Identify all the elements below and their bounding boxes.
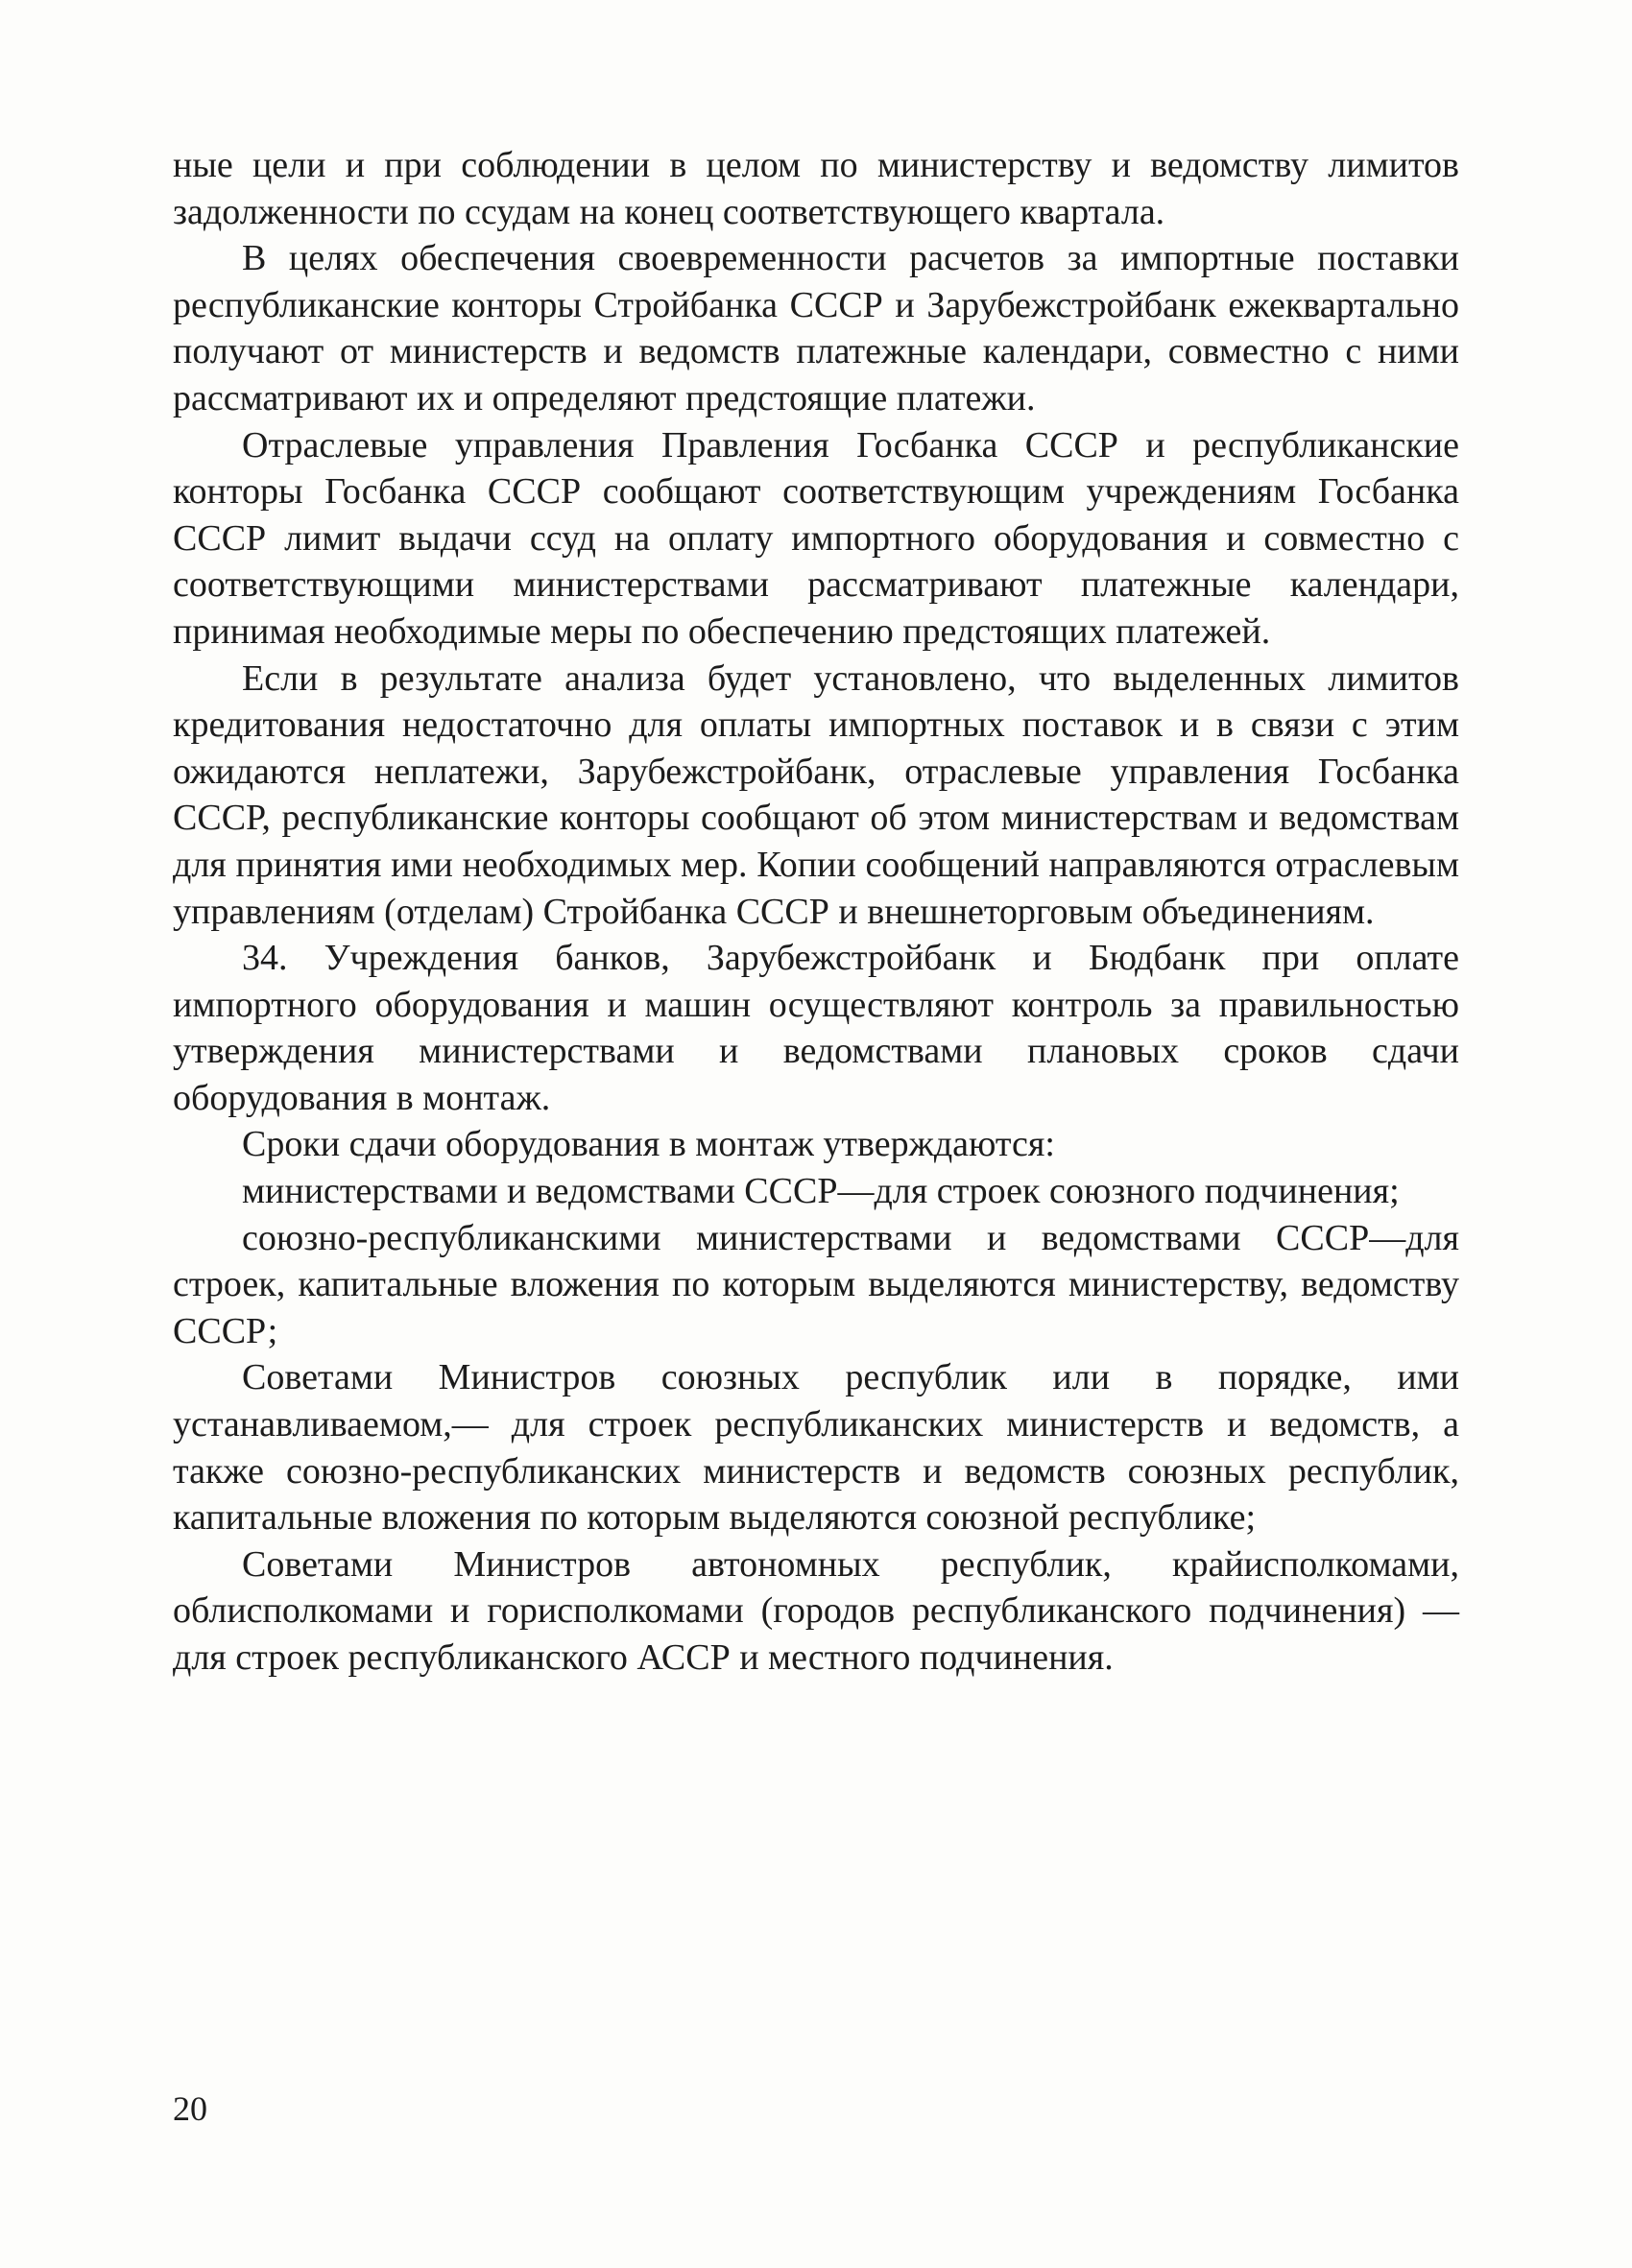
paragraph-gosbank-limits: Отраслевые управления Правления Госбанка СССР и республиканские конторы Госбанка СССР сообщают соответствующим учреждениям Госбанка СССР лимит выдачи ссуд на оплату импортного оборудования и совместно с соответствующими министерствами рассматривают платежные календари, принимая необходимые меры по обеспечению предстоящих платежей. bbox=[173, 424, 1459, 652]
page-number: 20 bbox=[173, 2089, 207, 2128]
list-item-autonomous-republic-councils: Советами Министров автономных республик, крайисполкомами, облисполкомами и горисполкомами (городов республиканского подчинения) — для строек республиканского АССР и местного подчинения. bbox=[173, 1543, 1459, 1678]
list-item-union-republic-councils: Советами Министров союзных республик или в порядке, ими устанавливаемом,— для строек республиканских министерств и ведомств, а также союзно-республиканских министерств и ведомств союзных республик, капитальные вложения по которым выделяются союзной республике; bbox=[173, 1357, 1459, 1539]
paragraph-section-34: 34. Учреждения банков, Зарубежстройбанк и Бюдбанк при оплате импортного оборудования и машин осуществляют контроль за правильностью утверждения министерствами и ведомствами плановых сроков сдачи оборудования в монтаж. bbox=[173, 938, 1459, 1118]
paragraph-approval-heading: Сроки сдачи оборудования в монтаж утверждаются: bbox=[242, 1124, 1055, 1165]
paragraph-payment-calendars: В целях обеспечения своевременности расчетов за импортные поставки республиканские конторы Стройбанка СССР и Зарубежстройбанк ежеквартально получают от министерств и ведомств платежные календари, совместно с ними рассматривают их и определяют предстоящие платежи. bbox=[173, 238, 1459, 418]
paragraph-insufficient-limits: Если в результате анализа будет установлено, что выделенных лимитов кредитования недостаточно для оплаты импортных поставок и в связи с этим ожидаются неплатежи, Зарубежстройбанк, отраслевые управления Госбанка СССР, республиканские конторы сообщают об этом министерствам и ведомствам для принятия ими необходимых мер. Копии сообщений направляются отраслевым управлениям (отделам) Стройбанка СССР и внешнеторговым объединениям. bbox=[173, 657, 1459, 932]
body-text bbox=[173, 142, 1459, 1682]
list-item-union-republican-ministries: союзно-республиканскими министерствами и ведомствами СССР—для строек, капитальные вложения по которым выделяются министерству, ведомству СССР; bbox=[173, 1217, 1459, 1351]
paragraph-continuation: ные цели и при соблюдении в целом по министерству и ведомству лимитов задолженности по ссудам на конец соответствующего квартала. bbox=[173, 145, 1459, 232]
list-item-union-ministries: министерствами и ведомствами СССР—для строек союзного подчинения; bbox=[242, 1171, 1400, 1212]
